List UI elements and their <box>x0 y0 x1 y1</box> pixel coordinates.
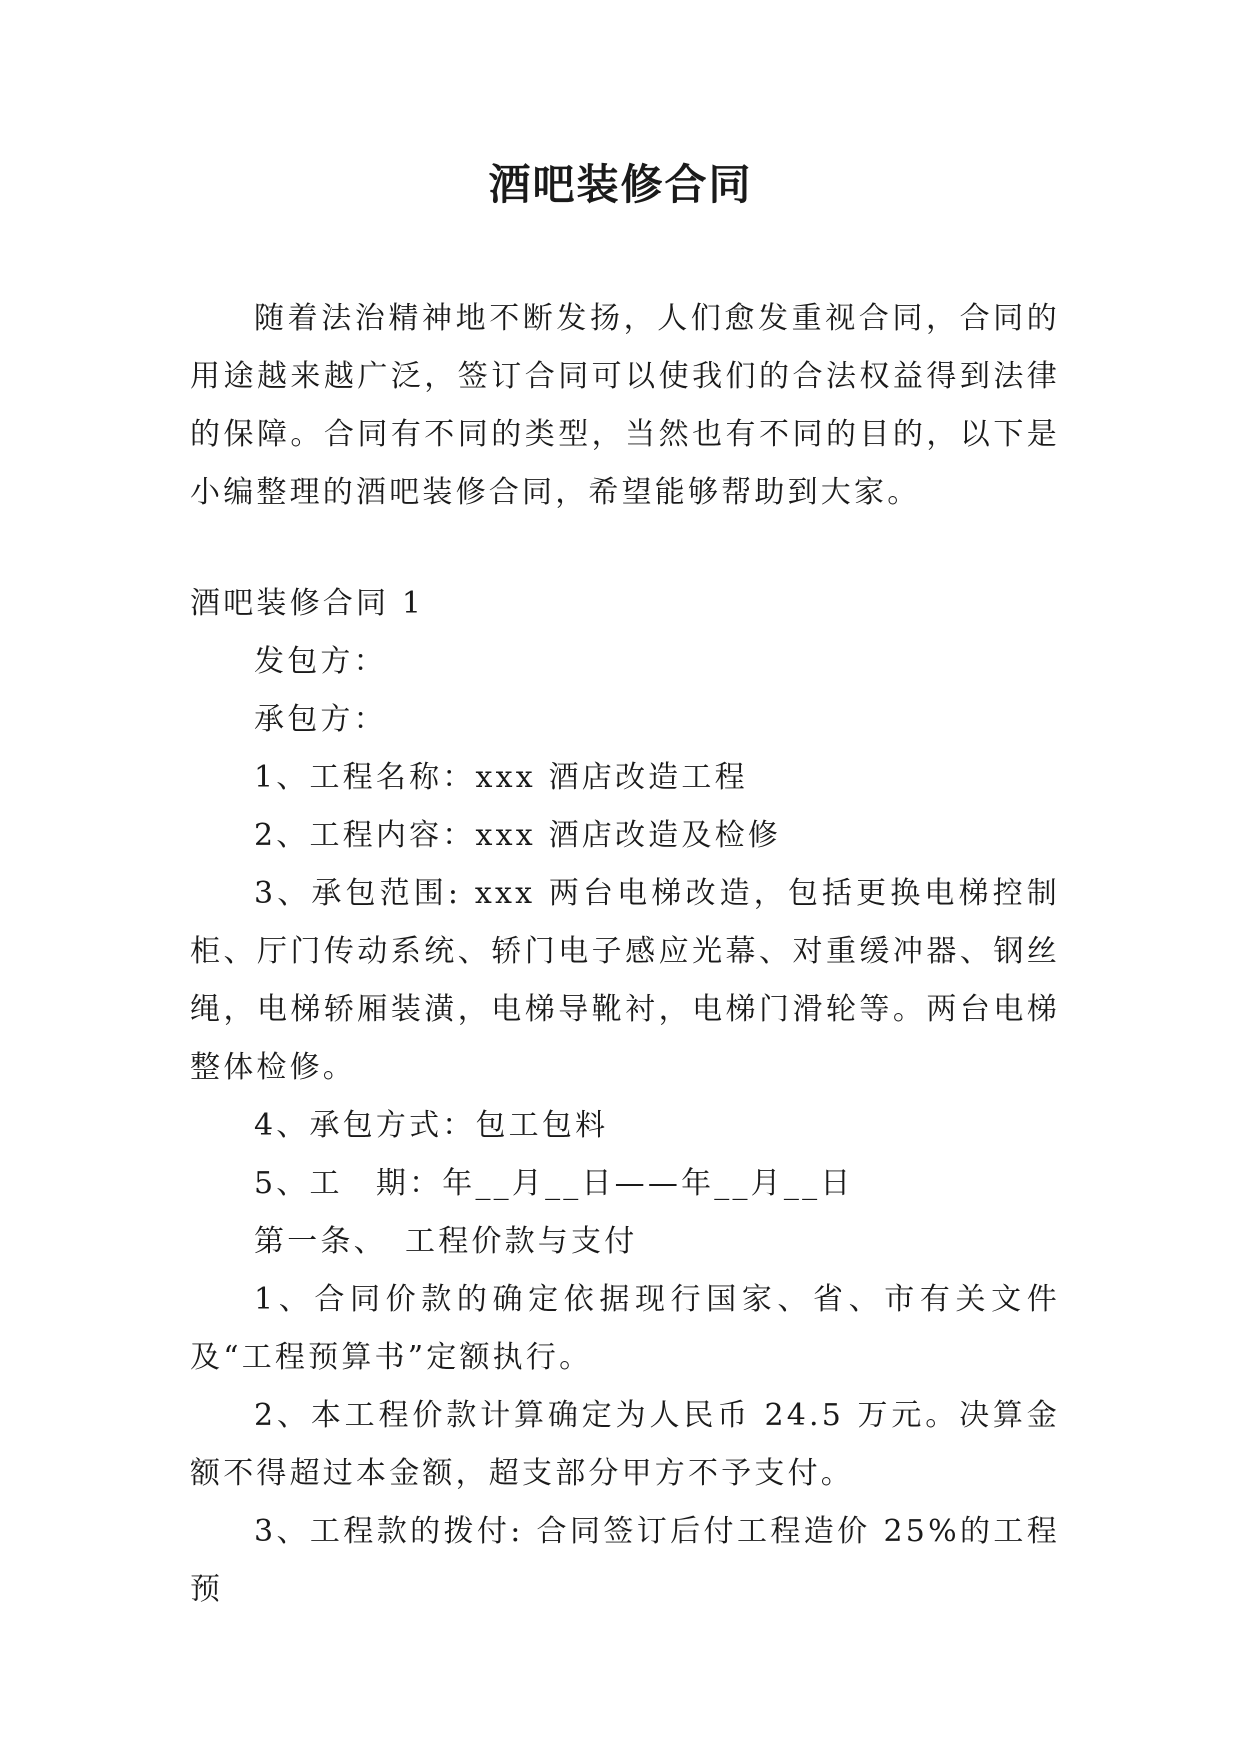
party-b-line: 承包方： <box>254 702 387 737</box>
price-amount-paragraph: 2、本工程价款计算确定为人民币 24.5 万元。决算金额不得超过本金额，超支部分甲方不予支付。 <box>190 1398 1060 1491</box>
contract-method-line: 4、承包方式：包工包料 <box>254 1108 609 1143</box>
article-one-heading: 第一条、 工程价款与支付 <box>254 1224 638 1259</box>
project-name-line: 1、工程名称：xxx 酒店改造工程 <box>254 760 748 795</box>
intro-paragraph: 随着法治精神地不断发扬，人们愈发重视合同，合同的用途越来越广泛，签订合同可以使我们的合法权益得到法律的保障。合同有不同的类型，当然也有不同的目的，以下是小编整理的酒吧装修合同，希望能够帮助到大家。 <box>190 301 1060 510</box>
contract-scope-paragraph: 3、承包范围: xxx 两台电梯改造，包括更换电梯控制柜、厅门传动系统、轿门电子感应光幕、对重缓冲器、钢丝绳，电梯轿厢装潢，电梯导靴衬，电梯门滑轮等。两台电梯整体检修。 <box>190 876 1060 1085</box>
price-basis-paragraph: 1、合同价款的确定依据现行国家、省、市有关文件及“工程预算书”定额执行。 <box>190 1282 1060 1375</box>
party-a-line: 发包方： <box>254 644 387 679</box>
project-period-line: 5、工 期：年__月__日——年__月__日 <box>254 1166 854 1201</box>
document-title: 酒吧装修合同 <box>488 160 753 209</box>
payment-paragraph: 3、工程款的拨付: 合同签订后付工程造价 25%的工程预 <box>190 1514 1060 1607</box>
section-title: 酒吧装修合同 1 <box>190 586 425 621</box>
document-body <box>190 290 1060 1619</box>
project-content-line: 2、工程内容：xxx 酒店改造及检修 <box>254 818 781 853</box>
